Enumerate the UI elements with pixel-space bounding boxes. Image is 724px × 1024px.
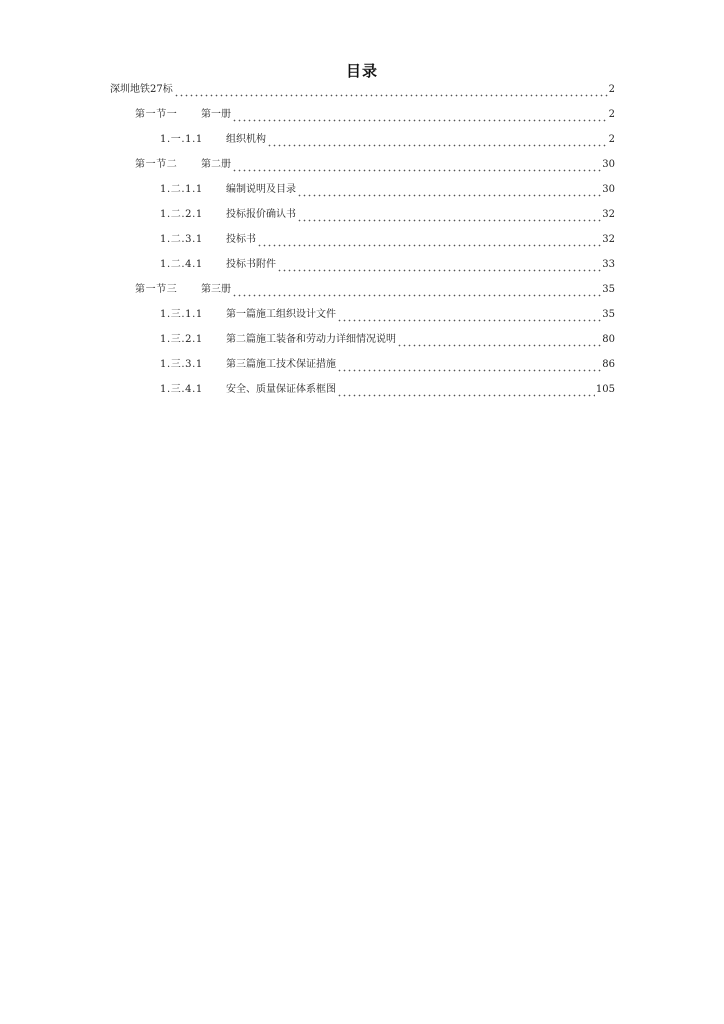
toc-entry-label: 编制说明及目录: [226, 184, 296, 195]
toc-entry-label: 投标报价确认书: [226, 209, 296, 220]
toc-entry-number: 第一节一: [135, 109, 178, 120]
toc-leader-dots: [277, 262, 601, 272]
toc-leader-dots: [337, 387, 595, 397]
toc-entry-subsection[interactable]: [160, 308, 615, 322]
toc-entry-label: 组织机构: [226, 134, 266, 145]
toc-entry-subsection[interactable]: [160, 233, 615, 247]
toc-entry-subsection[interactable]: [160, 333, 615, 347]
toc-entry-number: 1.二.3.1: [160, 234, 203, 245]
toc-entry-label: 投标书附件: [226, 259, 276, 270]
toc-entry-label: 第一篇施工组织设计文件: [226, 309, 336, 320]
toc-entry-number: 1.三.1.1: [160, 309, 203, 320]
toc-entry-number: 1.一.1.1: [160, 134, 203, 145]
toc-leader-dots: [232, 162, 601, 172]
toc-page-number: 105: [595, 384, 615, 395]
toc-page-number: 35: [602, 309, 615, 320]
toc-entry-number: 1.二.2.1: [160, 209, 203, 220]
toc-entry-subsection[interactable]: [160, 183, 615, 197]
toc-entry-subsection[interactable]: [160, 383, 615, 397]
toc-title: 目录: [345, 62, 378, 80]
toc-entry-label: 投标书: [226, 234, 256, 245]
toc-entry-label: 第三篇施工技术保证措施: [226, 359, 336, 370]
toc-leader-dots: [397, 337, 601, 347]
toc-entry-label: 第三册: [201, 284, 231, 295]
toc-leader-dots: [232, 287, 601, 297]
toc-leader-dots: [257, 237, 601, 247]
toc-leader-dots: [174, 87, 608, 97]
toc-page-number: 86: [602, 359, 615, 370]
toc-page-number: 30: [602, 159, 615, 170]
toc-entry-number: 1.三.2.1: [160, 334, 203, 345]
toc-page-number: 32: [602, 234, 615, 245]
toc-entry-number: 1.三.3.1: [160, 359, 203, 370]
toc-leader-dots: [267, 137, 608, 147]
toc-leader-dots: [337, 312, 601, 322]
toc-entry-section[interactable]: [135, 283, 615, 297]
toc-leader-dots: [297, 212, 601, 222]
toc-page-number: 2: [608, 134, 615, 145]
toc-entry-section[interactable]: [135, 108, 615, 122]
toc-page-number: 30: [602, 184, 615, 195]
toc-entry-number: 第一节二: [135, 159, 178, 170]
toc-entry-number: 1.二.1.1: [160, 184, 203, 195]
toc-page-number: 33: [602, 259, 615, 270]
toc-entry-label: 深圳地铁27标: [110, 84, 173, 95]
toc-entry-subsection[interactable]: [160, 358, 615, 372]
toc-entry-subsection[interactable]: [160, 208, 615, 222]
toc-entry-number: 1.二.4.1: [160, 259, 203, 270]
toc-entry-label: 安全、质量保证体系框图: [226, 384, 336, 395]
toc-entry-section[interactable]: [135, 158, 615, 172]
toc-leader-dots: [337, 362, 601, 372]
toc-page-number: 80: [602, 334, 615, 345]
toc-entry-label: 第二册: [201, 159, 231, 170]
toc-leader-dots: [297, 187, 601, 197]
toc-entry-subsection[interactable]: [160, 133, 615, 147]
toc-entry-level1[interactable]: [110, 83, 615, 97]
toc-entry-label: 第一册: [201, 109, 231, 120]
toc-entry-subsection[interactable]: [160, 258, 615, 272]
toc-entry-number: 1.三.4.1: [160, 384, 203, 395]
toc-entry-number: 第一节三: [135, 284, 178, 295]
toc-page-number: 32: [602, 209, 615, 220]
toc-entry-label: 第二篇施工装备和劳动力详细情况说明: [226, 334, 396, 345]
toc-page-number: 35: [602, 284, 615, 295]
toc-page-number: 2: [608, 109, 615, 120]
toc-leader-dots: [232, 112, 608, 122]
toc-page-number: 2: [608, 84, 615, 95]
